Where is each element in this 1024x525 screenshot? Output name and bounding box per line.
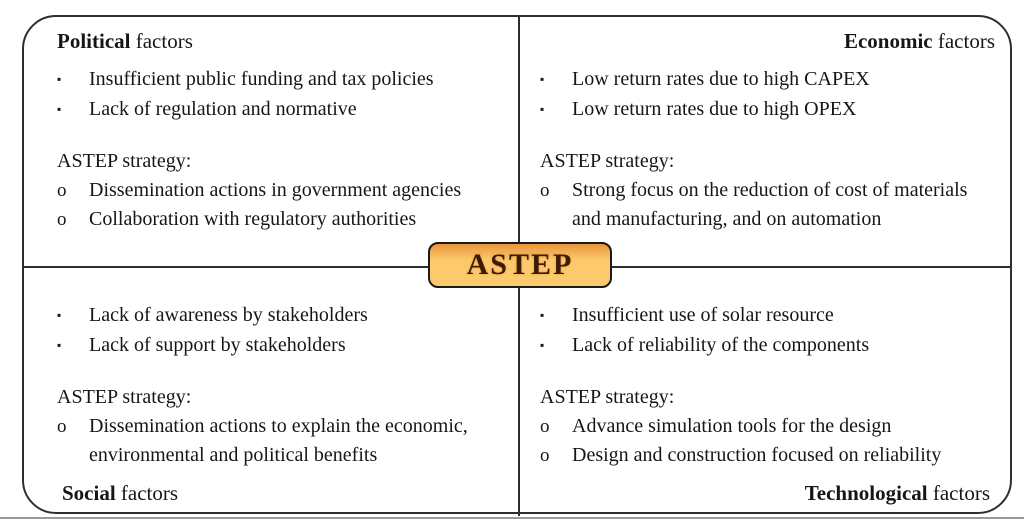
square-bullet-icon: ▪ [540,72,545,86]
economic-title-rest: factors [932,29,995,53]
political-strategies-list [57,176,501,234]
list-item [540,64,995,94]
quadrant-economic [540,28,995,250]
circle-bullet-icon: o [57,416,67,437]
economic-strategy-label: ASTEP strategy: [540,150,675,172]
strategy-text: Dissemination actions to explain the economic, environmental and political benefits [89,415,468,466]
political-title-bold: Political [57,29,131,53]
issue-text: Low return rates due to high CAPEX [572,68,870,90]
political-issues-list [57,64,501,124]
list-item [57,330,505,360]
square-bullet-icon: ▪ [57,72,62,86]
economic-title-bold: Economic [843,29,933,53]
list-item [540,412,995,441]
list-item [57,300,505,330]
technological-strategy-label: ASTEP strategy: [540,386,675,408]
social-title-bold: Social [62,481,116,505]
circle-bullet-icon: o [540,416,550,437]
list-item [540,176,995,234]
social-issues-list [57,300,505,360]
issue-text: Lack of reliability of the components [572,334,870,356]
political-strategy-label: ASTEP strategy: [57,150,192,172]
technological-title [805,480,990,507]
circle-bullet-icon: o [57,180,67,201]
astep-center-box [428,242,612,288]
issue-text: Insufficient use of solar resource [572,304,834,326]
strategy-text: Advance simulation tools for the design [572,415,892,437]
economic-title [540,28,995,54]
technological-title-bold: Technological [804,481,928,505]
political-title [57,28,501,54]
issue-text: Low return rates due to high OPEX [572,98,857,120]
square-bullet-icon: ▪ [57,308,62,322]
list-item [57,94,501,124]
bottom-edge-line [0,517,1024,519]
quadrant-technological [540,300,995,507]
strategy-text: Dissemination actions in government agencies [89,179,462,201]
square-bullet-icon: ▪ [540,308,545,322]
list-item [57,64,501,94]
square-bullet-icon: ▪ [540,102,545,116]
social-title [62,480,178,507]
economic-strategies-list [540,176,995,234]
social-title-rest: factors [115,481,179,505]
list-item [57,205,501,234]
strategy-text: Collaboration with regulatory authorities [89,208,417,230]
square-bullet-icon: ▪ [57,102,62,116]
technological-strategies-list [540,412,995,470]
square-bullet-icon: ▪ [57,338,62,352]
square-bullet-icon: ▪ [540,338,545,352]
social-strategy-label: ASTEP strategy: [57,386,192,408]
technological-title-rest: factors [927,481,990,505]
astep-label: ASTEP [466,248,574,281]
quadrant-social [57,300,505,507]
quadrant-political [57,28,501,250]
circle-bullet-icon: o [57,209,67,230]
political-title-rest: factors [130,29,193,53]
list-item [57,412,505,470]
social-strategies-list [57,412,505,470]
list-item [540,94,995,124]
list-item [540,330,995,360]
circle-bullet-icon: o [540,180,550,201]
strategy-text: Design and construction focused on reliability [572,444,942,466]
list-item [540,300,995,330]
issue-text: Insufficient public funding and tax policies [89,68,434,90]
strategy-text: Strong focus on the reduction of cost of materials and manufacturing, and on automation [572,179,968,230]
issue-text: Lack of awareness by stakeholders [89,304,368,326]
circle-bullet-icon: o [540,445,550,466]
economic-issues-list [540,64,995,124]
technological-issues-list [540,300,995,360]
list-item [540,441,995,470]
issue-text: Lack of regulation and normative [89,98,357,120]
issue-text: Lack of support by stakeholders [89,334,346,356]
list-item [57,176,501,205]
